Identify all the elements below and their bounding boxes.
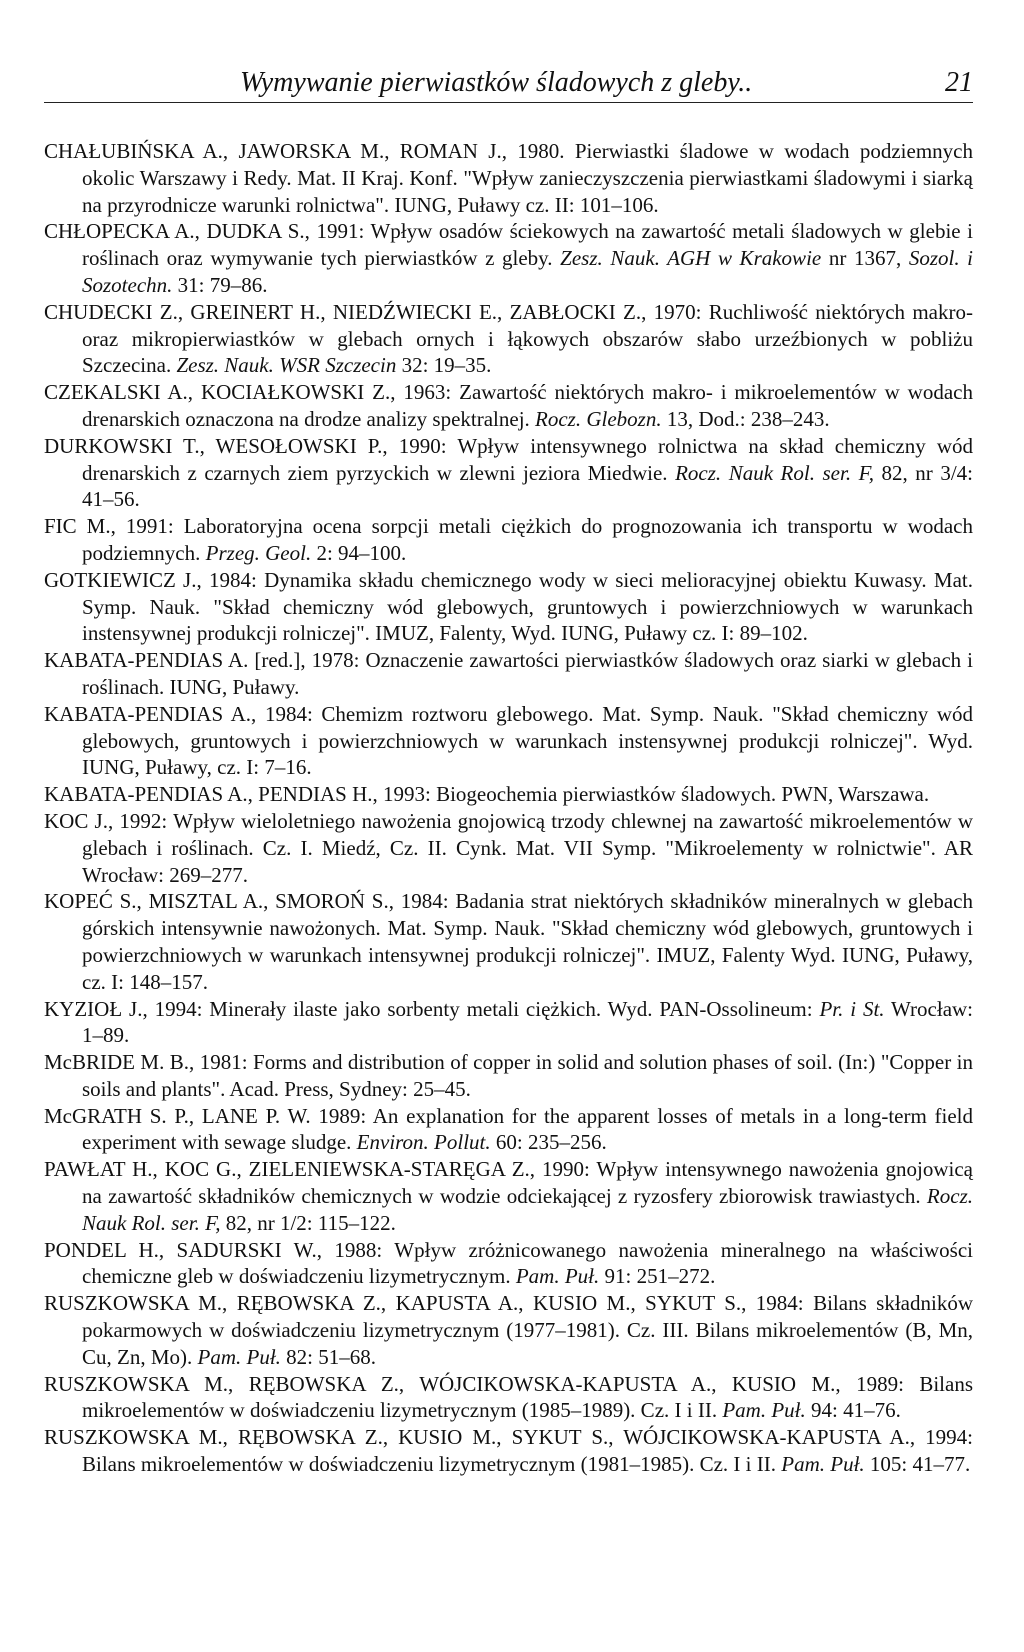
reference-entry — [44, 513, 973, 567]
reference-text: 91: 251–272. — [599, 1264, 716, 1289]
reference-list — [44, 138, 973, 1478]
reference-text: KABATA-PENDIAS A. [red.], 1978: Oznaczenie zawartości pierwiastków śladowych oraz siarki w glebach i roślinach. IUNG, Puławy. — [44, 648, 973, 699]
reference-text: KABATA-PENDIAS A., 1984: Chemizm roztworu glebowego. Mat. Symp. Nauk. "Skład chemiczny wód glebowych, gruntowych i powierzchniowych w warunkach instensywnej produkcji rolniczej". Wyd. IUNG, Puławy, cz. I: 7–16. — [44, 701, 973, 780]
reference-entry — [44, 1424, 973, 1478]
reference-text: PAWŁAT H., KOC G., ZIELENIEWSKA-STARĘGA Z., 1990: Wpływ intensywnego nawożenia gnojowicą na zawartość składników chemicznych w wodzie odciekającej z ryzosfery zbiorowisk trawiastych. — [44, 1157, 973, 1209]
reference-source-italic: Sozol. i Sozotechn. — [82, 246, 974, 297]
reference-source-italic: Pam. Puł. — [722, 1398, 806, 1423]
reference-text: 60: 235–256. — [490, 1130, 607, 1155]
reference-text: CHŁOPECKA A., DUDKA S., 1991: Wpływ osadów ściekowych na zawartość metali śladowych w glebie i roślinach oraz wymywanie tych pierwiastków z gleby. — [44, 219, 973, 271]
reference-text: 82: 51–68. — [280, 1344, 376, 1369]
reference-entry — [44, 1049, 973, 1103]
reference-entry — [44, 647, 973, 701]
reference-entry — [44, 138, 973, 218]
reference-source-italic: Zesz. Nauk. WSR Szczecin — [176, 353, 397, 378]
reference-source-italic: Rocz. Nauk Rol. ser. F, — [675, 460, 874, 485]
reference-source-italic: Environ. Pollut. — [356, 1130, 491, 1155]
reference-text: 13, Dod.: 238–243. — [661, 406, 830, 431]
reference-entry — [44, 433, 973, 513]
reference-entry — [44, 781, 973, 808]
reference-text: 31: 79–86. — [172, 272, 268, 297]
reference-entry — [44, 567, 973, 647]
reference-source-italic: Zesz. Nauk. AGH w Krakowie — [560, 246, 822, 271]
reference-text: KOPEĆ S., MISZTAL A., SMOROŃ S., 1984: Badania strat niektórych składników mineralnych w glebach górskich intensywnie nawożonych. Mat. Symp. Nauk. "Skład chemiczny wód glebowych, gruntowych i powierzchniowych w warunkach intensywnej produkcji rolniczej". IMUZ, Falenty Wyd. IUNG, Puławy, cz. I: 148–157. — [44, 889, 973, 994]
reference-text: CHAŁUBIŃSKA A., JAWORSKA M., ROMAN J., 1980. Pierwiastki śladowe w wodach podziemnych okolic Warszawy i Redy. Mat. II Kraj. Konf. "Wpływ zanieczyszczenia pierwiastkami śladowymi i siarką na przyrodnicze warunki rolnictwa". IUNG, Puławy cz. II: 101–106. — [44, 139, 973, 217]
reference-text: RUSZKOWSKA M., RĘBOWSKA Z., KUSIO M., SYKUT S., WÓJCIKOWSKA-KAPUSTA A., 1994: Bilans mikroelementów w doświadczeniu lizymetrycznym (1981–1985). Cz. I i II. — [44, 1425, 973, 1477]
reference-source-italic: Pam. Puł. — [781, 1452, 865, 1477]
reference-text: DURKOWSKI T., WESOŁOWSKI P., 1990: Wpływ intensywnego rolnictwa na skład chemiczny wód drenarskich z czarnych ziem pyrzyckich w zlewni jeziora Miedwie. — [44, 433, 973, 485]
reference-entry — [44, 1156, 973, 1236]
reference-source-italic: Rocz. Nauk Rol. ser. F, — [82, 1184, 973, 1235]
reference-text: nr 1367, — [821, 246, 909, 271]
reference-entry — [44, 808, 973, 888]
reference-text: 2: 94–100. — [311, 540, 407, 565]
reference-text: RUSZKOWSKA M., RĘBOWSKA Z., WÓJCIKOWSKA-KAPUSTA A., KUSIO M., 1989: Bilans mikroelementów w doświadczeniu lizymetrycznym (1985–1989). Cz. I i II. — [44, 1371, 973, 1423]
reference-text: CZEKALSKI A., KOCIAŁKOWSKI Z., 1963: Zawartość niektórych makro- i mikroelementów w wodach drenarskich oznaczona na drodze analizy spektralnej. — [44, 380, 973, 431]
reference-entry — [44, 1290, 973, 1370]
reference-text: KOC J., 1992: Wpływ wieloletniego nawożenia gnojowicą trzody chlewnej na zawartość mikroelementów w glebach i roślinach. Cz. I. Miedź, Cz. II. Cynk. Mat. VII Symp. "Mikroelementy w rolnictwie". AR Wrocław: 269–277. — [44, 808, 973, 887]
reference-text: 82, nr 1/2: 115–122. — [220, 1210, 396, 1235]
reference-text: McGRATH S. P., LANE P. W. 1989: An explanation for the apparent losses of metals in a long-term field experiment with sewage sludge. — [44, 1103, 973, 1155]
reference-text: Wrocław: 1–89. — [82, 996, 974, 1048]
reference-text: CHUDECKI Z., GREINERT H., NIEDŹWIECKI E., ZABŁOCKI Z., 1970: Ruchliwość niektórych makro- oraz mikropierwiastków w glebach ornych i łąkowych obszarów słabo urzeźbionych w pobliżu Szczecina. — [44, 299, 973, 378]
reference-text: 82, nr 3/4: 41–56. — [82, 460, 973, 512]
reference-text: 105: 41–77. — [864, 1452, 971, 1477]
reference-text: 32: 19–35. — [396, 353, 492, 378]
reference-source-italic: Pam. Puł. — [197, 1344, 281, 1369]
reference-entry — [44, 299, 973, 379]
reference-source-italic: Przeg. Geol. — [205, 540, 312, 565]
reference-text: GOTKIEWICZ J., 1984: Dynamika składu chemicznego wody w sieci melioracyjnej obiektu Kuwasy. Mat. Symp. Nauk. "Skład chemiczny wód glebowych, gruntowych i powierzchniowych w warunkach instensywnej produkcji rolniczej". IMUZ, Falenty, Wyd. IUNG, Puławy cz. I: 89–102. — [44, 567, 973, 646]
reference-entry — [44, 888, 973, 995]
reference-source-italic: Pr. i St. — [819, 996, 885, 1021]
running-title: Wymywanie pierwiastków śladowych z gleby.. — [240, 67, 753, 98]
reference-text: PONDEL H., SADURSKI W., 1988: Wpływ zróżnicowanego nawożenia mineralnego na właściwości chemiczne gleb w doświadczeniu lizymetrycznym. — [44, 1237, 973, 1289]
reference-text: KYZIOŁ J., 1994: Minerały ilaste jako sorbenty metali ciężkich. Wyd. PAN-Ossolineum: — [44, 996, 820, 1021]
reference-entry — [44, 996, 973, 1050]
reference-entry — [44, 701, 973, 781]
reference-text: KABATA-PENDIAS A., PENDIAS H., 1993: Biogeochemia pierwiastków śladowych. PWN, Warszawa. — [44, 782, 930, 807]
reference-source-italic: Rocz. Glebozn. — [535, 406, 662, 431]
reference-entry — [44, 1371, 973, 1425]
running-header — [44, 60, 973, 103]
reference-text: FIC M., 1991: Laboratoryjna ocena sorpcji metali ciężkich do prognozowania ich transportu w wodach podziemnych. — [44, 514, 973, 565]
reference-text: 94: 41–76. — [805, 1398, 901, 1423]
reference-entry — [44, 1103, 973, 1157]
reference-text: McBRIDE M. B., 1981: Forms and distribution of copper in solid and solution phases of soil. (In:) "Copper in soils and plants". Acad. Press, Sydney: 25–45. — [44, 1050, 973, 1101]
reference-entry — [44, 379, 973, 433]
reference-entry — [44, 1237, 973, 1291]
page-number: 21 — [945, 67, 973, 98]
reference-text: RUSZKOWSKA M., RĘBOWSKA Z., KAPUSTA A., KUSIO M., SYKUT S., 1984: Bilans składników pokarmowych w doświadczeniu lizymetrycznym (1977–1981). Cz. III. Bilans mikroelementów (B, Mn, Cu, Zn, Mo). — [44, 1291, 973, 1369]
reference-entry — [44, 218, 973, 298]
reference-source-italic: Pam. Puł. — [515, 1264, 600, 1289]
